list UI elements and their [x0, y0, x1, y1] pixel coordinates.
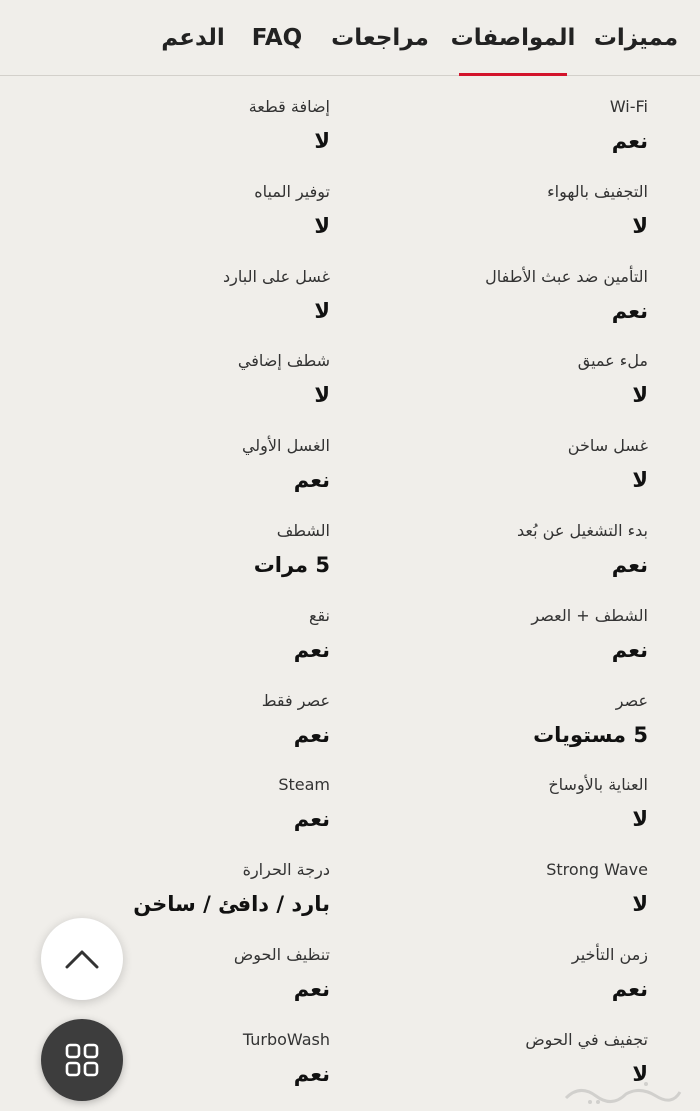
spec-rinse-spin [330, 595, 648, 680]
spec-value: نعم [611, 976, 648, 1001]
tab-reviews[interactable]: مراجعات [331, 25, 429, 51]
spec-label: التجفيف بالهواء [547, 181, 648, 201]
spec-label: العناية بالأوساخ [548, 775, 648, 795]
spec-remote-start [330, 510, 648, 595]
spec-value: 5 مرات [253, 552, 330, 577]
spec-label: زمن التأخير [571, 944, 648, 964]
spec-value: نعم [293, 468, 330, 493]
spec-value: لا [632, 383, 648, 408]
spec-value: نعم [611, 298, 648, 323]
spec-label: غسل على البارد [223, 266, 330, 286]
spec-label: Steam [278, 775, 330, 795]
spec-value: لا [632, 213, 648, 238]
spec-label: ملء عميق [577, 351, 648, 371]
spec-label: تجفيف في الحوض [525, 1029, 648, 1049]
spec-pre-wash [51, 425, 330, 510]
spec-value: نعم [293, 807, 330, 832]
spec-extra-rinse [51, 340, 330, 425]
spec-value: لا [314, 383, 330, 408]
spec-steam [51, 764, 330, 849]
spec-label: غسل ساخن [567, 436, 648, 456]
spec-delay-timer [330, 934, 648, 1019]
tab-bar [0, 0, 700, 76]
spec-label: درجة الحرارة [242, 860, 330, 880]
spec-value: لا [632, 892, 648, 917]
spec-value: نعم [611, 552, 648, 577]
spec-value: لا [314, 213, 330, 238]
chevron-up-icon [65, 949, 99, 969]
spec-add-item [51, 86, 330, 171]
spec-label: التأمين ضد عبث الأطفال [485, 266, 648, 286]
spec-spin [330, 680, 648, 765]
spec-water-saving [51, 171, 330, 256]
spec-strong-wave [330, 849, 648, 934]
spec-value: نعم [293, 722, 330, 747]
spec-value: لا [632, 468, 648, 493]
spec-label: الشطف + العصر [531, 605, 648, 625]
tab-features[interactable]: مميزات [593, 25, 679, 51]
spec-list [51, 86, 648, 1104]
spec-hot-wash [330, 425, 648, 510]
spec-value: لا [632, 1061, 648, 1086]
spec-cold-wash [51, 256, 330, 341]
spec-spin-only [51, 680, 330, 765]
spec-value: لا [314, 298, 330, 323]
tab-specs[interactable]: المواصفات [459, 0, 567, 76]
spec-wifi [330, 86, 648, 171]
spec-value: نعم [293, 1061, 330, 1086]
spec-child-lock [330, 256, 648, 341]
spec-label: نقع [308, 605, 330, 625]
menu-button[interactable] [41, 1019, 123, 1101]
scroll-to-top-button[interactable] [41, 918, 123, 1000]
spec-value: نعم [293, 976, 330, 1001]
spec-label: الشطف [276, 520, 330, 540]
tab-faq[interactable]: FAQ [251, 25, 303, 51]
spec-rinse [51, 510, 330, 595]
spec-label: بدء التشغيل عن بُعد [516, 520, 648, 540]
spec-value: بارد / دافئ / ساخن [133, 892, 330, 917]
spec-value: نعم [293, 637, 330, 662]
spec-value: لا [314, 129, 330, 153]
spec-label: الغسل الأولي [241, 436, 330, 456]
spec-label: إضافة قطعة [248, 97, 330, 116]
spec-value: 5 مستويات [533, 722, 648, 747]
spec-value: لا [632, 807, 648, 832]
spec-value: نعم [611, 129, 648, 153]
spec-label: تنظيف الحوض [233, 944, 330, 964]
spec-label: توفير المياه [254, 181, 330, 201]
spec-label: TurboWash [242, 1029, 330, 1049]
spec-label: عصر فقط [261, 690, 330, 710]
spec-soak [51, 595, 330, 680]
grid-icon [65, 1043, 99, 1077]
spec-value: نعم [611, 637, 648, 662]
spec-label: Wi-Fi [609, 97, 648, 116]
spec-label: عصر [615, 690, 648, 710]
spec-label: Strong Wave [546, 860, 648, 880]
spec-label: شطف إضافي [237, 351, 330, 371]
spec-stain-care [330, 764, 648, 849]
watermark-logo [560, 1078, 684, 1106]
tab-support[interactable]: الدعم [161, 25, 225, 51]
spec-air-dry [330, 171, 648, 256]
spec-deep-fill [330, 340, 648, 425]
